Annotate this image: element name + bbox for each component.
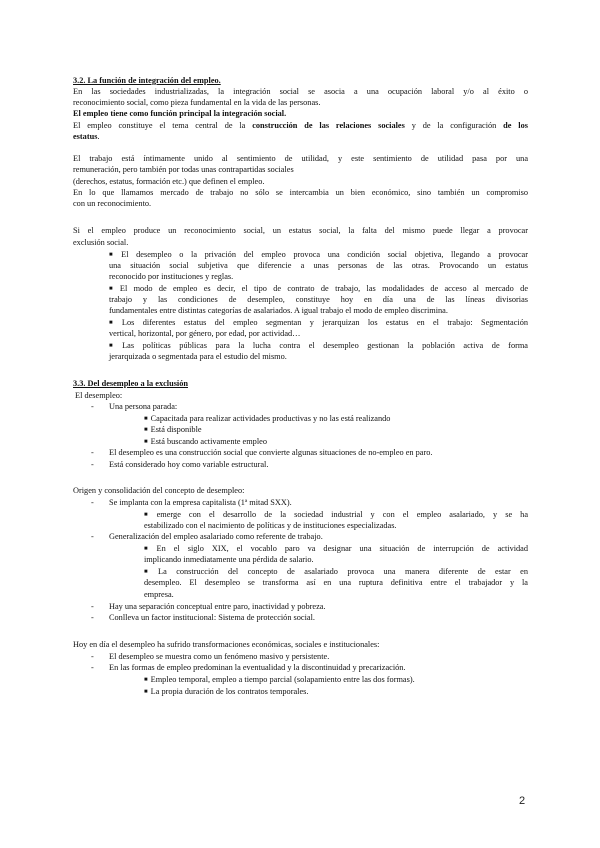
bullet-line: desempleo. El desempleo se transforma así en una ruptura definitiva entre el trabajador y la <box>144 578 528 587</box>
bullet-line: reconocido por instituciones y reglas. <box>109 272 234 281</box>
bullet-line: implicando inmediatamente una pérdida de salario. <box>144 555 314 564</box>
paragraph-line: Origen y consolidación del concepto de desempleo: <box>73 486 245 495</box>
section-heading: 3.3. Del desempleo a la exclusión <box>73 379 188 388</box>
list-item: El desempleo se muestra como un fenómeno masivo y persistente. <box>109 652 330 661</box>
paragraph-line: El trabajo está íntimamente unido al sentimiento de utilidad, y este sentimiento de utilidad pasa por una <box>73 154 528 163</box>
bullet-line: estabilizado con el nacimiento de políticas y de instituciones especializadas. <box>144 521 397 530</box>
bullet-line: trabajo y las condiciones de desempleo, constituye hoy en día una de las líneas divisorias <box>109 295 528 304</box>
dash-marker: - <box>91 460 94 469</box>
dash-marker: - <box>91 663 94 672</box>
list-item: Conlleva un factor institucional: Sistema de protección social. <box>109 613 315 622</box>
bullet-line: ■ Está disponible <box>144 425 202 434</box>
paragraph-line: El empleo constituye el tema central de la construcción de las relaciones sociales y de la configuración de los <box>73 121 528 130</box>
bullet-line: fundamentales entre distintas categorías de asalariados. A igual trabajo el modo de empleo discrimina. <box>109 306 448 315</box>
section-heading: 3.2. La función de integración del empleo. <box>73 76 221 85</box>
paragraph-line: estatus. <box>73 132 100 141</box>
paragraph-line: con un reconocimiento. <box>73 199 152 208</box>
bullet-line: ■ Las políticas públicas para la lucha contra el desempleo gestionan la población activa de forma <box>109 341 528 350</box>
dash-marker: - <box>91 602 94 611</box>
paragraph-line: En las sociedades industrializadas, la integración social se asocia a una ocupación laboral y/o al éxito o <box>73 87 528 96</box>
bullet-line: una situación social subjetiva que diferencie a unas personas de las otras. Provocando un estatus <box>109 261 528 270</box>
bullet-line: empresa. <box>144 590 174 599</box>
list-item: En las formas de empleo predominan la eventualidad y la discontinuidad y precarización. <box>109 663 406 672</box>
list-item: Una persona parada: <box>109 402 178 411</box>
list-item: Hay una separación conceptual entre paro, inactividad y pobreza. <box>109 602 326 611</box>
list-item: Está considerado hoy como variable estructural. <box>109 460 269 469</box>
dash-marker: - <box>91 402 94 411</box>
list-item: Se implanta con la empresa capitalista (1ª mitad SXX). <box>109 498 292 507</box>
bullet-line: vertical, horizontal, por género, por edad, por actividad… <box>109 329 301 338</box>
paragraph-line: Hoy en día el desempleo ha sufrido transformaciones económicas, sociales e institucionales: <box>73 640 380 649</box>
dash-marker: - <box>91 613 94 622</box>
dash-marker: - <box>91 652 94 661</box>
bullet-line: ■ En el siglo XIX, el vocablo paro va designar una situación de interrupción de actividad <box>144 544 529 553</box>
paragraph-line: remuneración, pero también por todas unas contrapartidas sociales <box>73 165 294 174</box>
dash-marker: - <box>91 448 94 457</box>
dash-marker: - <box>91 532 94 541</box>
bullet-line: ■ emerge con el desarrollo de la sociedad industrial y con el empleo asalariado, y se ha <box>144 510 529 519</box>
list-item: Generalización del empleo asalariado como referente de trabajo. <box>109 532 323 541</box>
page-number: 2 <box>519 795 526 807</box>
bullet-line: ■ Empleo temporal, empleo a tiempo parcial (solapamiento entre las dos formas). <box>144 675 415 684</box>
bullet-line: ■ El desempleo o la privación del empleo provoca una condición social objetiva, llegando a provocar <box>109 250 528 259</box>
bullet-line: ■ Los diferentes estatus del empleo segmentan y jerarquizan los estatus en el trabajo: Segmentación <box>109 318 529 327</box>
bullet-line: ■ La propia duración de los contratos temporales. <box>144 687 309 696</box>
bold-statement: El empleo tiene como función principal la integración social. <box>73 109 287 118</box>
paragraph-line: exclusión social. <box>73 238 129 247</box>
bullet-line: ■ La construcción del concepto de asalariado provoca una manera diferente de estar en <box>144 567 528 576</box>
bullet-line: ■ Está buscando activamente empleo <box>144 437 267 446</box>
paragraph-line: reconocimiento social, como pieza fundamental en la vida de las personas. <box>73 98 321 107</box>
dash-marker: - <box>91 498 94 507</box>
bullet-line: ■ Capacitada para realizar actividades productivas y no las está realizando <box>144 414 391 423</box>
bullet-line: ■ El modo de empleo es decir, el tipo de contrato de trabajo, las modalidades de acceso al mercado de <box>109 284 528 293</box>
paragraph-line: En lo que llamamos mercado de trabajo no sólo se intercambia un bien económico, sino también un compromiso <box>73 188 528 197</box>
paragraph-line: Si el empleo produce un reconocimiento social, un estatus social, la falta del mismo puede llegar a provocar <box>73 226 528 235</box>
bullet-line: jerarquizada o segmentada para el estudio del mismo. <box>109 352 287 361</box>
paragraph-line: El desempleo: <box>75 391 123 400</box>
paragraph-line: (derechos, estatus, formación etc.) que definen el empleo. <box>73 177 265 186</box>
list-item: El desempleo es una construcción social que convierte algunas situaciones de no-empleo en paro. <box>109 448 433 457</box>
